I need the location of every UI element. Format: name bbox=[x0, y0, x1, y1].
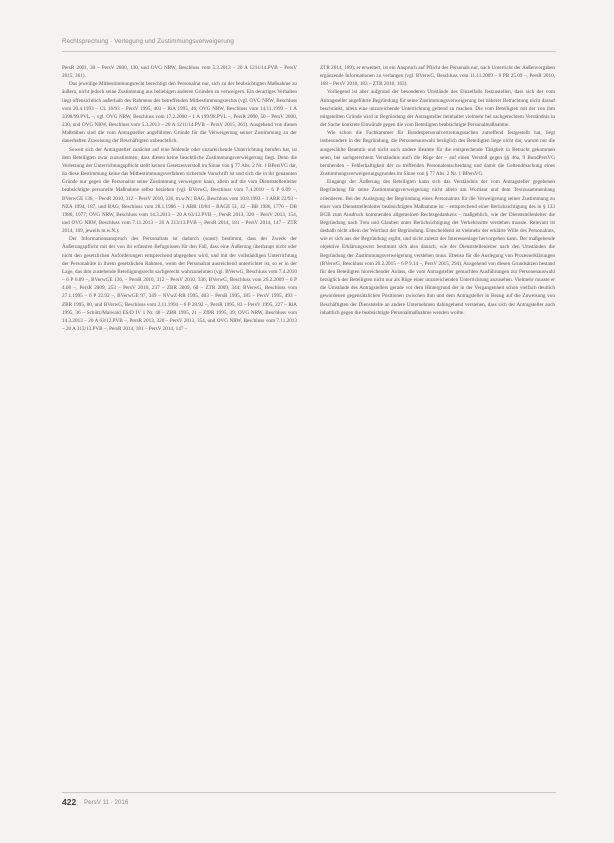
paragraph: Wie schon die Fachkammer für Bundespersonalvertretungssachen zutreffend festgestellt hat, liegt insbesondere in der Begründung, die Personenauswahl bezüglich des Beteiligten liege nicht dar, warum nur die ausgewählte Beamtin und nicht auch andere Beamte für die entsprechende Tätigkeit in Betracht gekommen seien, bei sachgerechtem Verständnis auch die Rüge der – auf einen Verstoß gegen §§ 46a, 9 BundPersVG beruhenden – Fehlerhaftigkeit der zu treffenden Personalentscheidung und damit die Geltendmachung eines Zustimmungsverweigerungsgrundes im Sinne von § 77 Abs. 2 Nr. 1 BPersVG. bbox=[320, 130, 555, 178]
paragraph: Vorliegend ist aber aufgrund der besonderen Umstände des Einzelfalls festzustellen, dass sich der vom Antragsteller angeführte Begründung für seine Zustimmungsverweigerung bei näherer Betrachtung nicht darauf beschränkt, allein eine unzureichende Unterrichtung geltend zu machen. Die vom Beteiligten mit der von ihm mitgeteilten Gründe wird in Begründung der Antragsteller beinhaltet vielmehr bei sachgerechtem Verständnis in der Sache konkrete Einwände gegen die vom Beteiligten beabsichtigte Personalmaßnahme. bbox=[320, 89, 555, 129]
paragraph: Soweit sich der Antragsteller zunächst auf eine fehlende oder unzureichende Unterrichtung berufen hat, ist dem Beteiligten zwar zuzustimmen, dass diesen keine beachtliche Zustimmungsverweigerung liegt. Denn die Verletzung der Unterrichtungspflicht stellt keinen Gesetzesverstoß im Sinne von § 77 Abs. 2 Nr. 1 BPersVG dar, da diese Bestimmung keine das Mitbestimmungsverfahren sichernde Vorschrift ist und sich die in ihr genannten Gründe nur gegen die Personalrat seine Zustimmung verweigern kann, allein auf die vom Dienststellenleiter beabsichtigte personelle Maßnahme selbst beziehen (vgl. BVerwG, Beschluss vom 7.4.2010 – 6 P 6.09 –, BVerwGE 136, – PersR 2010, 312 – PersV 2010, 336, m.w.N.; BAG, Beschluss vom 10.8.1993 – 1 ABR 22/93 – NZA 1994, 187, und BAG, Beschluss vom 28.1.1986 – 1 ABR 10/84 – BAGE 51, 42 – BB 1986, 1776 – DB 1986, 1077; OVG NRW, Beschluss vom 14.3.2013 – 20 A 63/12.PVB –, PersR 2013, 320 – PersV 2013, 154, und OVG NRW, Beschluss vom 7.11.2013 – 20 A 313/13.PVB –, PersR 2014, 181 – PersV 2014, 147 – ZTR 2014, 169, jeweils m.w.N.). bbox=[62, 146, 297, 235]
journal-reference: PersV 11 · 2016 bbox=[84, 799, 129, 806]
header-rule bbox=[62, 51, 556, 52]
page-number: 422 bbox=[62, 797, 77, 807]
paragraph: Das jeweilige Mitbestimmungsrecht berechtigt den Personalrat nur, sich zu der beabsichtigten Maßnahme zu äußern, nicht jedoch seine Zustimmung aus beliebigen anderen Gründen zu verweigern. Ein derartiges Verhalten liegt offensichtlich außerhalb des Rahmens des betreffenden Mitbestimmungsrechts (vgl. OVG NRW, Beschluss vom 20.4.1993 – CL 16/93 – PersV 1995, 403 – RiA 1995, 46; OVG NRW, Beschluss vom 14.11.1999 – 1 A 3398/99.PVL –, vgl. OVG NRW, Beschluss vom 17.2.2000 – 1 A 199/98.PVL –, PersR 2000, 50 – PersV 2000, 230, und OVG NRW, Beschluss vom 5.3.2013 – 20 A 1211/14.PVB – PersV 2015, 361). Ausgehend von diesen Maßstäben sind die vom Antragsteller angeführten Gründe für die Verweigerung seiner Zustimmung zu der dauerhaften Zuweisung der Beschäftigten unbeachtlich. bbox=[62, 81, 297, 145]
paragraph: Der Informationsanspruch des Personalrats ist dadurch (sonst) bestimmt, dass der Zweck der Äußerungspflicht mit der von ihr erfassten Befugnissen für den Fall, dass eine Äußerung überhaupt nicht oder nicht den gesetzlichen Anforderungen entsprechend abgegeben wird, und mit der vollständigen Unterrichtung der Personalräte in ihrem gesetzlichen Rahmen, wenn der Personalrat ausreichend unterrichtet ist, so er in der Lage, das ihm zustehende Beteiligungsrecht sachgerecht wahrzunehmen (vgl. BVerwG, Beschluss vom 7.4.2010 – 6 P 6.09 –, BVerwGE 136, – PersR 2010, 312 – PersV 2010, 336; BVerwG, Beschluss vom 26.2.2009 – 6 P 4.08 –, PersR 2009, 253 – PersV 2010, 237 – ZBR 2009, 68 – ZTR 2009, 344; BVerwG, Beschluss vom 27.1.1995 – 6 P 22.92 –, BVerwGE 97, 349 – NVwZ-RR 1995, 403 – PersR 1995, 185 – PersV 1995, 493 – ZBR 1995, 80, und BVerwG, Beschluss vom 2.11.1994 – 6 P 28.92 –, PersR 1995, 83 – PersV 1995, 227 – RiA 1995, 36 – Schütz/Maiwald ES/D IV 1 Nr. 40 – ZBR 1995, 21 – ZfPR 1995, 39; OVG NRW, Beschluss vom 14.3.2013 – 20 A 63/12.PVB –, PersR 2013, 320 – PersV 2013, 354, und OVG NRW, Beschluss vom 7.11.2013 – 20 A 313/13.PVB –, PersR 2014, 181 – PersV 2014, 147 – bbox=[62, 236, 297, 332]
left-column bbox=[62, 64, 297, 782]
paragraph: Eingangs der Äußerung des Beteiligten kann sich das Verständnis der vom Antragsteller gegebenen Begründung für seine Zustimmungsverweigerung nicht allein am Wortlaut und dem Textzusammenhang orientieren. Bei der Auslegung der Begründung eines Personalrats für die Verweigerung seiner Zustimmung zu einer vom Dienststellenleiter beabsichtigten Maßnahme ist – entsprechend einer Berücksichtigung des in § 133 BGB zum Ausdruck kommenden allgemeinen Rechtsgedankens – maßgeblich, wie der Dienststellenleiter die Begründung nach Treu und Glauben unter Berücksichtigung der Verkehrssitte verstehen musste. Relevant ist deshalb nicht allein der Wortlaut der Begründung. Entscheidend ist vielmehr der erklärte Wille des Personalrats, wie er sich aus der Begründung ergibt, und nicht zuletzt der Interessenlage hervorgehen kann. Der maßgebende objektive Erklärungswert bestimmt sich also danach, wie der Dienststellenleiter nach den Umständen die Begründung der Zustimmungsverweigerung verstehen muss. Ebenso für die Auslegung von Prozesserklärungen (BVerwG, Beschluss vom 26.2.2015 – 6 P 9.14 –, PersV 2015, 294). Ausgehend von diesen Grundsätzen bestand für den Beteiligten hinreichender Anlass, die vom Antragsteller gemachten Ausführungen zur Personenauswahl bezüglich der Beteiligten nicht nur als Rüge einer unzureichenden Unterrichtung anzusehen. Vielmehr musste er die Umstände des Antragstellers gerade vor dem Hintergrund der in der Vergangenheit schon vielfach deutlich gewordenen gegensätzlichen Positionen zwischen ihm und dem Antragsteller in Bezug auf die Zuweisung von Beschäftigten der Dienststelle an andere Unternehmen dahingehend verstehen, dass sich der Antragsteller auch inhaltlich gegen die beabsichtigte Personalmaßnahme wenden wollte. bbox=[320, 179, 555, 316]
footer-rule bbox=[62, 792, 556, 793]
paragraph: PersR 2001, 30 – PersV 2000, 130, und OVG NRW, Beschluss vom 5.3.2013 – 20 A 1211/14.PVB – PersV 2015, 361). bbox=[62, 65, 297, 80]
running-head: Rechtsprechung · Verlegung und Zustimmungsverweigerung bbox=[62, 38, 234, 45]
right-column bbox=[320, 64, 555, 782]
paragraph: ZTR 2014, 169); er erweitert, ist ein Anspruch auf Pflicht des Personals nur, nach Unterricht der Außenvorgaben ergänzende Informationen zu verlangen (vgl. BVerwG, Beschluss vom 11.11.2009 – 6 PB 25.09 –, PersR 2010, 168 – PersV 2010, 183 – ZTR 2010, 163). bbox=[320, 65, 555, 88]
